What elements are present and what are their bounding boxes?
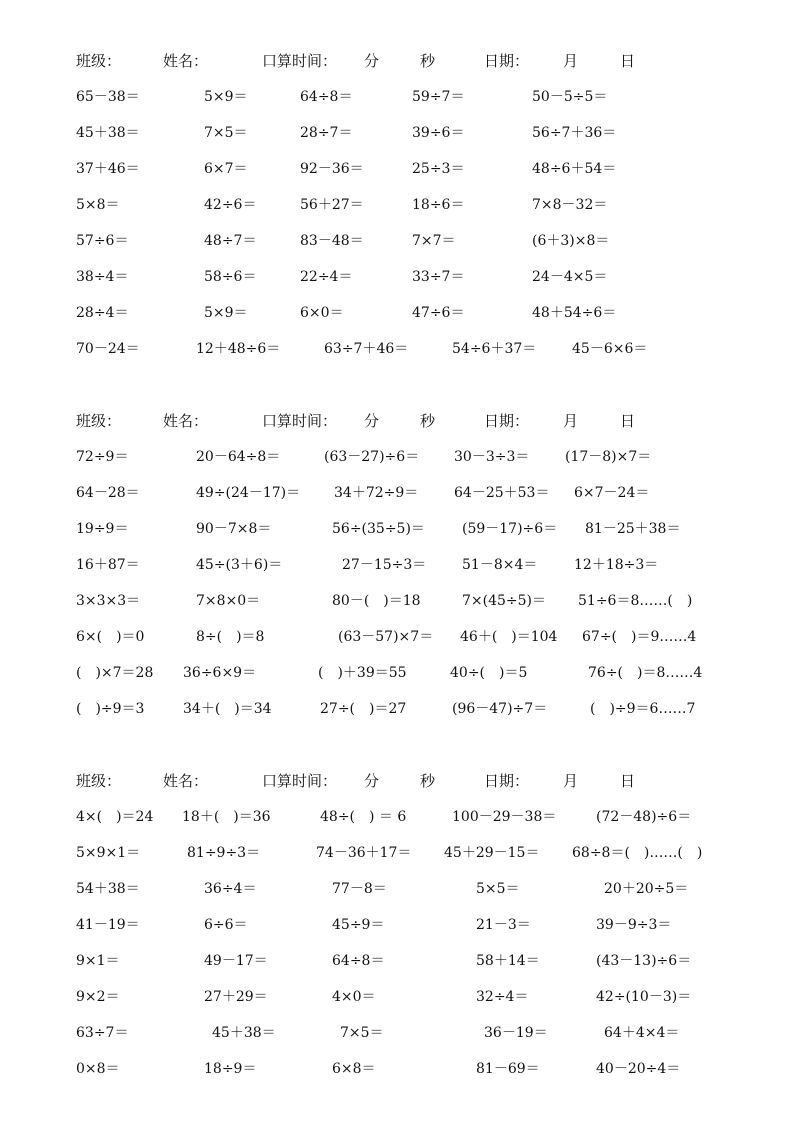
problem-row xyxy=(0,699,794,719)
problem: 45＋29－15＝ xyxy=(444,845,540,861)
problem: 20＋20÷5＝ xyxy=(604,881,689,897)
date-label: 日期： xyxy=(484,52,530,70)
problem-row xyxy=(0,951,794,971)
problem: (63－27)÷6＝ xyxy=(324,449,420,465)
problem: 40－20÷4＝ xyxy=(596,1061,681,1077)
problem: 77－8＝ xyxy=(332,881,387,897)
header-row xyxy=(0,411,794,431)
problem-row xyxy=(0,555,794,575)
problem: ( )÷9＝3 xyxy=(76,701,145,717)
problem: 7×8－32＝ xyxy=(532,197,608,213)
problem: 49÷(24－17)＝ xyxy=(196,485,301,501)
problem-row xyxy=(0,879,794,899)
day-label: 日 xyxy=(620,412,636,430)
problem: 20－64÷8＝ xyxy=(196,449,281,465)
problem: 45＋38＝ xyxy=(212,1025,276,1041)
problem: 50－5÷5＝ xyxy=(532,89,608,105)
problem: 39÷6＝ xyxy=(412,125,465,141)
problem: 49－17＝ xyxy=(204,953,268,969)
problem: 51÷6＝8……( ) xyxy=(578,593,693,609)
problem: 12＋48÷6＝ xyxy=(196,341,281,357)
problem: 18＋( )＝36 xyxy=(182,809,271,825)
problem: 42÷(10－3)＝ xyxy=(596,989,692,1005)
day-label: 日 xyxy=(620,52,636,70)
problem: 45÷(3＋6)＝ xyxy=(196,557,283,573)
problem: 5×9×1＝ xyxy=(76,845,141,861)
problem: 37＋46＝ xyxy=(76,161,140,177)
problem: 24－4×5＝ xyxy=(532,269,608,285)
name-label: 姓名： xyxy=(163,52,209,70)
header-row xyxy=(0,51,794,71)
problem: 0×8＝ xyxy=(76,1061,120,1077)
problem: 5×8＝ xyxy=(76,197,120,213)
problem: 33÷7＝ xyxy=(412,269,465,285)
problem: 58÷6＝ xyxy=(204,269,257,285)
problem: 68÷8＝( )……( ) xyxy=(572,845,703,861)
problem: 45÷9＝ xyxy=(332,917,385,933)
problem-row xyxy=(0,483,794,503)
problem-row xyxy=(0,627,794,647)
problem: 4×0＝ xyxy=(332,989,376,1005)
problem: 6×0＝ xyxy=(300,305,344,321)
problem: 64÷8＝ xyxy=(300,89,353,105)
problem: 6×7＝ xyxy=(204,161,248,177)
problem: 47÷6＝ xyxy=(412,305,465,321)
problem: 67÷( )＝9……4 xyxy=(582,629,697,645)
date-label: 日期： xyxy=(484,412,530,430)
problem: 36÷4＝ xyxy=(204,881,257,897)
problem: 7×5＝ xyxy=(340,1025,384,1041)
problem-row xyxy=(0,87,794,107)
problem: 45＋38＝ xyxy=(76,125,140,141)
problem: 64－28＝ xyxy=(76,485,140,501)
problem: 58＋14＝ xyxy=(476,953,540,969)
problem-row xyxy=(0,231,794,251)
problem-row xyxy=(0,195,794,215)
header-row xyxy=(0,771,794,791)
minute-label: 分 xyxy=(364,412,380,430)
problem-row xyxy=(0,303,794,323)
problem: 56÷7＋36＝ xyxy=(532,125,617,141)
problem: 9×2＝ xyxy=(76,989,120,1005)
problem: 16＋87＝ xyxy=(76,557,140,573)
problem: 27－15÷3＝ xyxy=(342,557,427,573)
problem: 38÷4＝ xyxy=(76,269,129,285)
problem: (6＋3)×8＝ xyxy=(532,233,610,249)
problem: 25÷3＝ xyxy=(412,161,465,177)
problem: 28÷7＝ xyxy=(300,125,353,141)
problem-row xyxy=(0,591,794,611)
minute-label: 分 xyxy=(364,772,380,790)
problem: 72÷9＝ xyxy=(76,449,129,465)
problem: 56＋27＝ xyxy=(300,197,364,213)
problem: 48÷7＝ xyxy=(204,233,257,249)
problem-row xyxy=(0,843,794,863)
problem: 64－25＋53＝ xyxy=(454,485,550,501)
problem: 45－6×6＝ xyxy=(572,341,648,357)
problem: 12＋18÷3＝ xyxy=(574,557,659,573)
problem: 63÷7＝ xyxy=(76,1025,129,1041)
problem: 36－19＝ xyxy=(484,1025,548,1041)
problem-row xyxy=(0,447,794,467)
problem: 6×7－24＝ xyxy=(574,485,650,501)
problem: 28÷4＝ xyxy=(76,305,129,321)
month-label: 月 xyxy=(563,52,579,70)
problem: 41－19＝ xyxy=(76,917,140,933)
problem: 48÷6＋54＝ xyxy=(532,161,617,177)
problem: (43－13)÷6＝ xyxy=(596,953,692,969)
problem: 63÷7＋46＝ xyxy=(324,341,409,357)
problem-row xyxy=(0,987,794,1007)
problem: 65－38＝ xyxy=(76,89,140,105)
problem: 54÷6＋37＝ xyxy=(452,341,537,357)
class-label: 班级： xyxy=(76,772,122,790)
problem: (17－8)×7＝ xyxy=(565,449,652,465)
second-label: 秒 xyxy=(420,772,436,790)
problem: 19÷9＝ xyxy=(76,521,129,537)
problem: 80－( )＝18 xyxy=(332,593,421,609)
problem: 9×1＝ xyxy=(76,953,120,969)
problem: (59－17)÷6＝ xyxy=(462,521,558,537)
minute-label: 分 xyxy=(364,52,380,70)
problem: 51－8×4＝ xyxy=(462,557,538,573)
problem: 48÷( ) ＝ 6 xyxy=(320,809,407,825)
problem: 6×( )＝0 xyxy=(76,629,145,645)
problem: 5×5＝ xyxy=(476,881,520,897)
problem: 59÷7＝ xyxy=(412,89,465,105)
time-label: 口算时间： xyxy=(262,772,338,790)
problem: 81－25＋38＝ xyxy=(585,521,681,537)
problem: 7×(45÷5)＝ xyxy=(462,593,547,609)
problem: 42÷6＝ xyxy=(204,197,257,213)
problem: 34＋72÷9＝ xyxy=(334,485,419,501)
problem: ( )×7＝28 xyxy=(76,665,154,681)
problem: 46＋( )＝104 xyxy=(460,629,558,645)
problem: 56÷(35÷5)＝ xyxy=(332,521,425,537)
day-label: 日 xyxy=(620,772,636,790)
name-label: 姓名： xyxy=(163,772,209,790)
problem: 81÷9÷3＝ xyxy=(187,845,261,861)
problem: (63－57)×7＝ xyxy=(338,629,434,645)
problem: 64÷8＝ xyxy=(332,953,385,969)
class-label: 班级： xyxy=(76,52,122,70)
problem: 34＋( )＝34 xyxy=(183,701,272,717)
problem: 7×8×0＝ xyxy=(196,593,261,609)
problem-row xyxy=(0,519,794,539)
problem: 27＋29＝ xyxy=(204,989,268,1005)
problem: 21－3＝ xyxy=(476,917,531,933)
problem: 81－69＝ xyxy=(476,1061,540,1077)
problem: 22÷4＝ xyxy=(300,269,353,285)
problem-row xyxy=(0,915,794,935)
problem: 70－24＝ xyxy=(76,341,140,357)
problem: 54＋38＝ xyxy=(76,881,140,897)
problem: 64＋4×4＝ xyxy=(604,1025,680,1041)
time-label: 口算时间： xyxy=(262,412,338,430)
problem: 40÷( )＝5 xyxy=(450,665,528,681)
problem: 7×5＝ xyxy=(204,125,248,141)
problem: 4×( )＝24 xyxy=(76,809,154,825)
problem: 5×9＝ xyxy=(204,305,248,321)
problem: 6×8＝ xyxy=(332,1061,376,1077)
month-label: 月 xyxy=(563,412,579,430)
problem-row xyxy=(0,159,794,179)
problem: 18÷6＝ xyxy=(412,197,465,213)
problem-row xyxy=(0,1023,794,1043)
problem: 18÷9＝ xyxy=(204,1061,257,1077)
problem: 32÷4＝ xyxy=(476,989,529,1005)
problem-row xyxy=(0,123,794,143)
problem: 7×7＝ xyxy=(412,233,456,249)
problem: (96－47)÷7＝ xyxy=(452,701,548,717)
problem: 36÷6×9＝ xyxy=(183,665,257,681)
month-label: 月 xyxy=(563,772,579,790)
problem: 6÷6＝ xyxy=(204,917,248,933)
problem: 57÷6＝ xyxy=(76,233,129,249)
problem: 48＋54÷6＝ xyxy=(532,305,617,321)
time-label: 口算时间： xyxy=(262,52,338,70)
problem: 90－7×8＝ xyxy=(196,521,272,537)
class-label: 班级： xyxy=(76,412,122,430)
problem: 74－36＋17＝ xyxy=(316,845,412,861)
problem: 100－29－38＝ xyxy=(452,809,557,825)
problem-row xyxy=(0,267,794,287)
problem: 27÷( )＝27 xyxy=(320,701,407,717)
problem: 83－48＝ xyxy=(300,233,364,249)
date-label: 日期： xyxy=(484,772,530,790)
problem: 3×3×3＝ xyxy=(76,593,141,609)
problem-row xyxy=(0,663,794,683)
second-label: 秒 xyxy=(420,52,436,70)
problem: (72－48)÷6＝ xyxy=(596,809,692,825)
problem: 39－9÷3＝ xyxy=(596,917,672,933)
problem: 5×9＝ xyxy=(204,89,248,105)
second-label: 秒 xyxy=(420,412,436,430)
name-label: 姓名： xyxy=(163,412,209,430)
problem: 76÷( )＝8……4 xyxy=(588,665,703,681)
problem-row xyxy=(0,339,794,359)
problem: 8÷( )＝8 xyxy=(196,629,265,645)
problem: 92－36＝ xyxy=(300,161,364,177)
problem-row xyxy=(0,807,794,827)
problem: ( )÷9＝6……7 xyxy=(590,701,696,717)
problem: 30－3÷3＝ xyxy=(454,449,530,465)
problem: ( )＋39＝55 xyxy=(318,665,407,681)
problem-row xyxy=(0,1059,794,1079)
